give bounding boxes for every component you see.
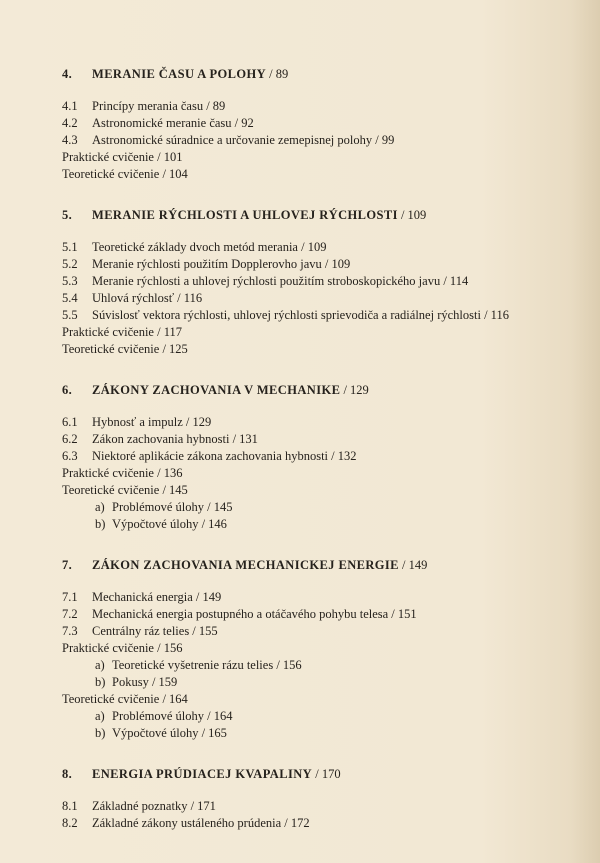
entry-text: Výpočtové úlohy / 146 <box>112 517 227 531</box>
entry-text: Praktické cvičenie / 101 <box>62 150 183 164</box>
toc-subentry <box>62 725 582 742</box>
entry-text: Základné zákony ustáleného prúdenia / 172 <box>92 816 310 830</box>
toc-entry <box>62 115 582 132</box>
entry-text: Hybnosť a impulz / 129 <box>92 415 212 429</box>
toc-entry <box>62 691 582 708</box>
toc-entry <box>62 482 582 499</box>
entry-number: 6.3 <box>62 449 78 463</box>
toc-section <box>62 205 582 358</box>
section-number: 5. <box>62 208 73 222</box>
toc-section <box>62 555 582 742</box>
entry-number: a) <box>95 709 105 723</box>
entry-number: 7.1 <box>62 590 78 604</box>
entry-number: a) <box>95 500 105 514</box>
entry-number: 6.2 <box>62 432 78 446</box>
toc-entry <box>62 307 582 324</box>
section-title: ZÁKON ZACHOVANIA MECHANICKEJ ENERGIE <box>92 558 399 572</box>
toc-entry <box>62 606 582 623</box>
section-title: MERANIE RÝCHLOSTI A UHLOVEJ RÝCHLOSTI <box>92 208 398 222</box>
toc-entry <box>62 149 582 166</box>
toc-subentry <box>62 674 582 691</box>
table-of-contents <box>62 64 582 854</box>
entry-text: Astronomické meranie času / 92 <box>92 116 254 130</box>
toc-subentry <box>62 708 582 725</box>
section-title: ZÁKONY ZACHOVANIA V MECHANIKE <box>92 383 341 397</box>
toc-entry <box>62 290 582 307</box>
entry-text: Princípy merania času / 89 <box>92 99 226 113</box>
section-page: / 89 <box>266 67 289 81</box>
entry-number: 8.1 <box>62 799 78 813</box>
section-number: 6. <box>62 383 73 397</box>
entry-text: Teoretické základy dvoch metód merania / 109 <box>92 240 327 254</box>
toc-entry <box>62 166 582 183</box>
toc-entry <box>62 414 582 431</box>
section-heading <box>62 380 582 400</box>
entry-text: Mechanická energia / 149 <box>92 590 222 604</box>
toc-entry <box>62 465 582 482</box>
section-title: ENERGIA PRÚDIACEJ KVAPALINY <box>92 767 313 781</box>
toc-entry <box>62 256 582 273</box>
toc-section <box>62 64 582 183</box>
entry-text: Praktické cvičenie / 156 <box>62 641 183 655</box>
entry-text: Teoretické cvičenie / 104 <box>62 167 188 181</box>
entry-number: 6.1 <box>62 415 78 429</box>
entry-text: Centrálny ráz telies / 155 <box>92 624 218 638</box>
entry-number: 5.1 <box>62 240 78 254</box>
toc-section <box>62 380 582 533</box>
toc-entry <box>62 273 582 290</box>
toc-entry <box>62 815 582 832</box>
toc-entry <box>62 239 582 256</box>
toc-entry <box>62 324 582 341</box>
entry-number: 5.4 <box>62 291 78 305</box>
section-number: 8. <box>62 767 73 781</box>
entry-text: Teoretické cvičenie / 164 <box>62 692 188 706</box>
entry-text: Problémové úlohy / 164 <box>112 709 233 723</box>
section-number: 7. <box>62 558 73 572</box>
entry-text: Zákon zachovania hybnosti / 131 <box>92 432 258 446</box>
toc-entry <box>62 431 582 448</box>
entry-text: Výpočtové úlohy / 165 <box>112 726 227 740</box>
entry-text: Meranie rýchlosti použitím Dopplerovho javu / 109 <box>92 257 351 271</box>
entry-number: 8.2 <box>62 816 78 830</box>
section-title: MERANIE ČASU A POLOHY <box>92 67 267 81</box>
entry-number: 5.2 <box>62 257 78 271</box>
entry-text: Uhlová rýchlosť / 116 <box>92 291 203 305</box>
section-page: / 170 <box>312 767 341 781</box>
section-page: / 149 <box>398 558 428 572</box>
section-heading <box>62 764 582 784</box>
toc-subentry <box>62 499 582 516</box>
entry-text: Niektoré aplikácie zákona zachovania hybnosti / 132 <box>92 449 357 463</box>
toc-entry <box>62 640 582 657</box>
section-heading <box>62 64 582 84</box>
entry-text: Astronomické súradnice a určovanie zemepisnej polohy / 99 <box>92 133 395 147</box>
toc-entry <box>62 589 582 606</box>
entry-number: 4.2 <box>62 116 78 130</box>
entry-text: Základné poznatky / 171 <box>92 799 216 813</box>
section-heading <box>62 555 582 575</box>
toc-entry <box>62 341 582 358</box>
entry-text: Praktické cvičenie / 117 <box>62 325 182 339</box>
toc-entry <box>62 623 582 640</box>
entry-number: b) <box>95 517 106 531</box>
entry-text: Teoretické cvičenie / 125 <box>62 342 188 356</box>
entry-text: Pokusy / 159 <box>112 675 178 689</box>
section-page: / 109 <box>397 208 427 222</box>
toc-entry <box>62 798 582 815</box>
entry-number: 7.3 <box>62 624 78 638</box>
entry-text: Mechanická energia postupného a otáčavého pohybu telesa / 151 <box>92 607 417 621</box>
entry-number: 4.3 <box>62 133 78 147</box>
entry-number: 4.1 <box>62 99 78 113</box>
toc-subentry <box>62 516 582 533</box>
section-heading <box>62 205 582 225</box>
entry-number: a) <box>95 658 105 672</box>
entry-text: Praktické cvičenie / 136 <box>62 466 183 480</box>
section-page: / 129 <box>340 383 369 397</box>
toc-entry <box>62 448 582 465</box>
toc-entry <box>62 98 582 115</box>
entry-text: Meranie rýchlosti a uhlovej rýchlosti použitím stroboskopického javu / 114 <box>92 274 469 288</box>
toc-section <box>62 764 582 832</box>
section-number: 4. <box>62 67 73 81</box>
entry-number: 5.3 <box>62 274 78 288</box>
entry-number: b) <box>95 675 106 689</box>
entry-number: b) <box>95 726 106 740</box>
toc-entry <box>62 132 582 149</box>
toc-subentry <box>62 657 582 674</box>
entry-text: Teoretické cvičenie / 145 <box>62 483 188 497</box>
entry-text: Teoretické vyšetrenie rázu telies / 156 <box>112 658 302 672</box>
entry-number: 5.5 <box>62 308 78 322</box>
entry-text: Problémové úlohy / 145 <box>112 500 233 514</box>
entry-text: Súvislosť vektora rýchlosti, uhlovej rýchlosti sprievodiča a radiálnej rýchlosti / 116 <box>92 308 509 322</box>
entry-number: 7.2 <box>62 607 78 621</box>
